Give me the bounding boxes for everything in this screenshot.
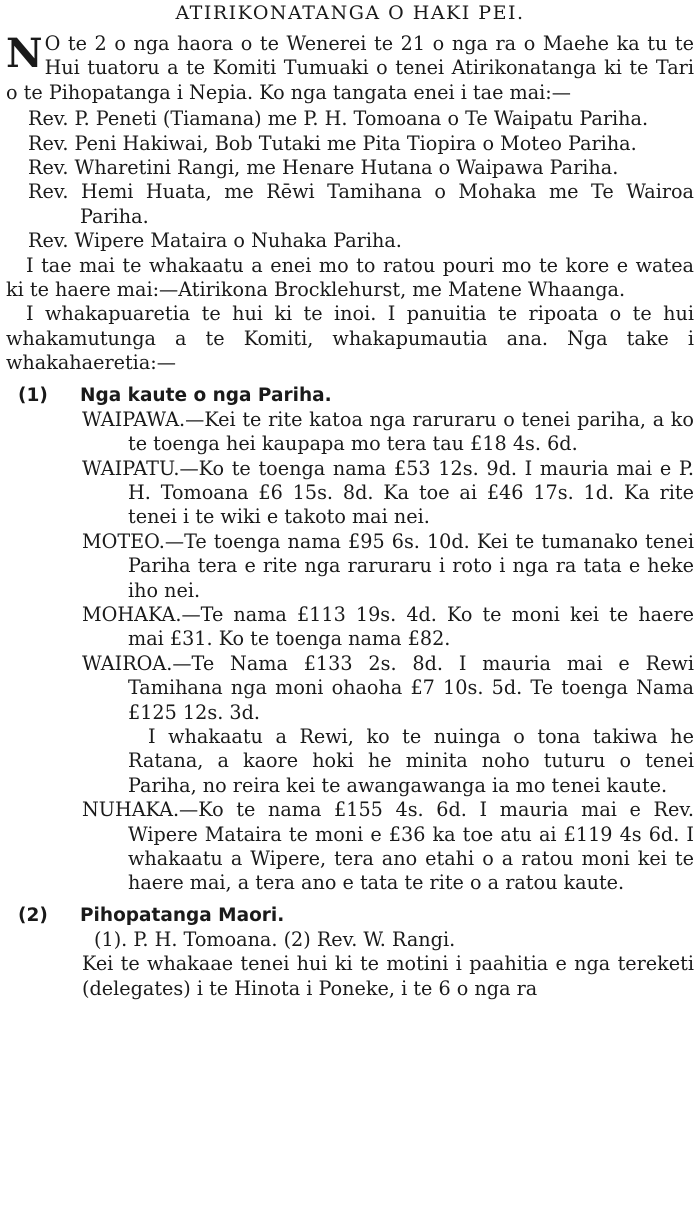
nominees-line: (1). P. H. Tomoana. (2) Rev. W. Rangi. — [94, 927, 456, 951]
section-number: (1) — [18, 384, 48, 406]
drop-cap: N — [6, 30, 43, 77]
apologies-paragraph: I tae mai te whakaatu a enei mo to ratou pouri mo te kore e watea ki te haere mai:—Atirikona Brocklehurst, me Matene Whaanga. — [6, 253, 694, 302]
parish-entry-mohaka: MOHAKA.—Te nama £113 19s. 4d. Ko te moni kei te haere mai £31. Ko te toenga nama £82. — [82, 602, 694, 651]
section-heading — [18, 384, 694, 408]
section-title: Pihopatanga Maori. — [80, 904, 285, 926]
section-number: (2) — [18, 904, 48, 926]
document-page — [0, 2, 700, 1216]
attendee-list — [28, 107, 694, 253]
attendee-item: Rev. Wipere Mataira o Nuhaka Pariha. — [28, 229, 402, 253]
section-title: Nga kaute o nga Pariha. — [80, 384, 332, 406]
section-heading — [18, 904, 694, 928]
section-parish-accounts — [6, 384, 694, 896]
section2-paragraph: Kei te whakaae tenei hui ki te motini i paahitia e nga tereketi (delegates) i te Hinota i Poneke, i te 6 o nga ra — [82, 952, 694, 1000]
parish-list — [82, 408, 694, 896]
page-title: ATIRIKONATANGA O HAKI PEI. — [175, 2, 525, 24]
wairoa-note: I whakaatu a Rewi, ko te nuinga o tona takiwa he Ratana, a kaore hoki he minita noho tuturu o tenei Pariha, no reira kei te awangawanga ia mo tenei kaute. — [128, 724, 694, 797]
parish-entry-waipawa: WAIPAWA.—Kei te rite katoa nga raruraru o tenei pariha, a ko te toenga hei kaupapa mo tera tau £18 4s. 6d. — [82, 407, 694, 456]
attendee-item: Rev. P. Peneti (Tiamana) me P. H. Tomoana o Te Waipatu Pariha. — [28, 107, 649, 131]
parish-entry-wairoa: WAIROA.—Te Nama £133 2s. 8d. I mauria mai e Rewi Tamihana nga moni ohaoha £7 10s. 5d. Te toenga Nama £125 12s. 3d. — [82, 651, 694, 724]
attendee-item: Rev. Peni Hakiwai, Bob Tutaki me Pita Tiopira o Moteo Pariha. — [28, 131, 637, 155]
opening-paragraph: I whakapuaretia te hui ki te inoi. I panuitia te ripoata o te hui whakamutunga a te Komiti, whakapumautia ana. Nga take i whakahaeretia:— — [6, 302, 694, 375]
section-maori-bishopric — [6, 904, 694, 1001]
parish-entry-waipatu: WAIPATU.—Ko te toenga nama £53 12s. 9d. I mauria mai e P. H. Tomoana £6 15s. 8d. Ka toe ai £46 17s. 1d. Ka rite tenei i te wiki e takoto mai nei. — [82, 456, 694, 529]
parish-entry-nuhaka: NUHAKA.—Ko te nama £155 4s. 6d. I mauria mai e Rev. Wipere Mataira te moni e £36 ka toe atu ai £119 4s 6d. I whakaatu a Wipere, tera ano etahi o a ratou moni kei te haere mai, a tera ano e tata te rite o a ratou kaute. — [82, 798, 694, 895]
attendee-item: Rev. Wharetini Rangi, me Henare Hutana o Waipawa Pariha. — [28, 156, 619, 180]
intro-paragraph — [6, 32, 694, 105]
intro-text: O te 2 o nga haora o te Wenerei te 21 o nga ra o Maehe ka tu te Hui tuatoru a te Komiti Tumuaki o tenei Atirikonatanga ki te Tari o te Pihopatanga i Nepia. Ko nga tangata enei i tae mai:— — [6, 32, 694, 104]
parish-entry-moteo: MOTEO.—Te toenga nama £95 6s. 10d. Kei te tumanako tenei Pariha tera e rite nga raruraru i roto i nga ra tata e heke iho nei. — [82, 529, 694, 602]
attendee-item: Rev. Hemi Huata, me Rēwi Tamihana o Mohaka me Te Wairoa Pariha. — [28, 180, 694, 228]
